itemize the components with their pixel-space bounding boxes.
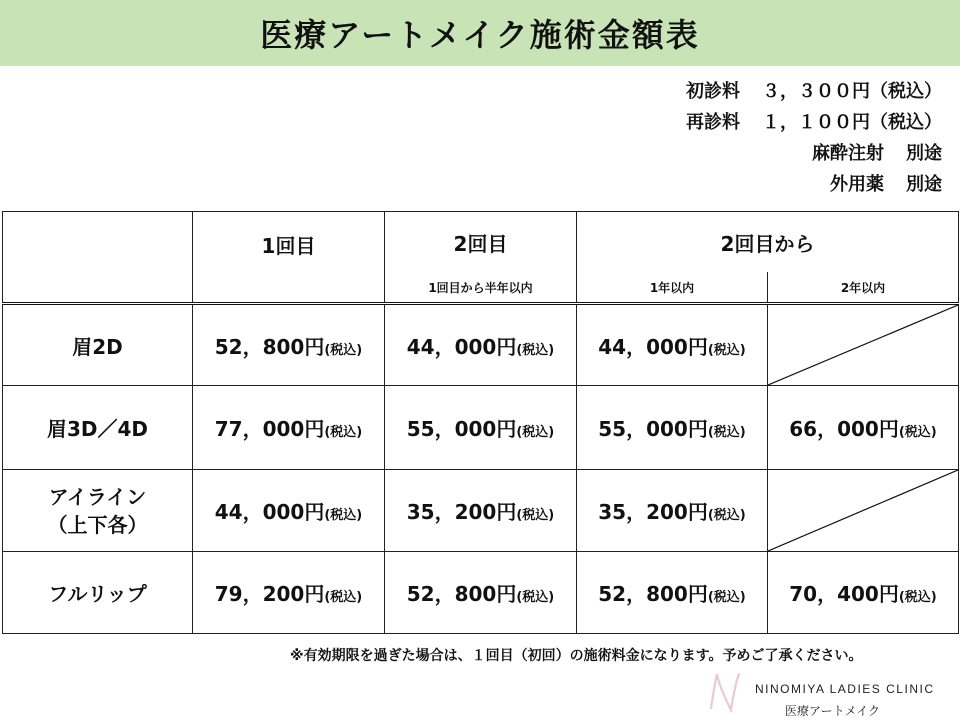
price-value: 77，000円 <box>214 417 325 441</box>
price-second <box>385 470 577 552</box>
header-empty <box>3 212 193 304</box>
price-value: 35，200円 <box>406 500 517 524</box>
tax-label: (税込) <box>324 425 363 440</box>
row-label: 眉3D／4D <box>3 386 193 470</box>
price-first <box>193 386 385 470</box>
table-row <box>3 304 959 386</box>
tax-label: (税込) <box>707 508 746 523</box>
fee-topical <box>686 169 942 200</box>
header-second: 2回目 <box>385 212 577 273</box>
header-second-sub: 1回目から半年以内 <box>385 272 577 304</box>
table-row <box>3 470 959 552</box>
n-script-logo-icon <box>705 668 745 716</box>
row-label-line: （上下各） <box>47 512 148 537</box>
price-value: 52，800円 <box>406 582 517 606</box>
table-row <box>3 552 959 634</box>
row-label <box>3 470 193 552</box>
fee-value: 別途 <box>906 174 942 195</box>
not-applicable-cell <box>768 470 959 552</box>
header-from-second: 2回目から <box>577 212 959 273</box>
page-title: 医療アートメイク施術金額表 <box>260 16 700 54</box>
price-value: 55，000円 <box>406 417 517 441</box>
tax-label: (税込) <box>324 590 363 605</box>
tax-label: (税込) <box>516 508 555 523</box>
tax-label: (税込) <box>516 425 555 440</box>
fee-value: １，１００円（税込） <box>762 112 942 133</box>
price-second <box>385 552 577 634</box>
row-label: フルリップ <box>3 552 193 634</box>
header-within-2y: 2年以内 <box>768 272 959 304</box>
tax-label: (税込) <box>898 590 937 605</box>
clinic-subtitle: 医療アートメイク <box>785 704 881 718</box>
price-value: 79，200円 <box>214 582 325 606</box>
fee-anesthesia <box>686 138 942 169</box>
price-value: 52，800円 <box>598 582 708 606</box>
fee-label: 麻酔注射 <box>812 143 884 164</box>
tax-label: (税込) <box>516 590 555 605</box>
fee-first-visit <box>686 76 942 107</box>
price-within-2y <box>768 386 959 470</box>
price-value: 55，000円 <box>598 417 708 441</box>
header-within-1y: 1年以内 <box>577 272 768 304</box>
header-first: 1回目 <box>193 212 385 304</box>
tax-label: (税込) <box>898 425 937 440</box>
row-label-line: アイライン <box>48 484 147 509</box>
price-within-1y <box>577 552 768 634</box>
price-first <box>193 552 385 634</box>
fee-label: 外用薬 <box>830 174 884 195</box>
tax-label: (税込) <box>707 342 746 358</box>
diagonal-slash <box>768 470 958 551</box>
tax-label: (税込) <box>324 508 363 523</box>
clinic-name: NINOMIYA LADIES CLINIC <box>755 682 935 696</box>
not-applicable-cell <box>768 304 959 386</box>
price-second <box>385 304 577 386</box>
table-row <box>3 386 959 470</box>
tax-label: (税込) <box>707 425 746 440</box>
tax-label: (税込) <box>707 590 746 605</box>
clinic-logo <box>705 668 935 718</box>
price-value: 66，000円 <box>789 417 899 441</box>
tax-label: (税込) <box>516 342 555 358</box>
price-value: 52，800円 <box>214 334 325 359</box>
price-first <box>193 304 385 386</box>
price-second <box>385 386 577 470</box>
price-within-1y <box>577 470 768 552</box>
fee-list <box>686 76 942 200</box>
price-table <box>2 211 959 634</box>
price-value: 44，000円 <box>406 334 517 359</box>
price-within-1y <box>577 304 768 386</box>
price-value: 44，000円 <box>598 334 708 359</box>
price-within-2y <box>768 552 959 634</box>
price-first <box>193 470 385 552</box>
price-within-1y <box>577 386 768 470</box>
fee-revisit <box>686 107 942 138</box>
fee-label: 初診料 <box>686 81 740 102</box>
price-value: 70，400円 <box>789 582 899 606</box>
diagonal-slash <box>768 305 958 385</box>
price-value: 44，000円 <box>214 500 325 524</box>
row-label: 眉2D <box>3 304 193 386</box>
price-value: 35，200円 <box>598 500 708 524</box>
title-bar <box>0 0 960 66</box>
fee-value: 別途 <box>906 143 942 164</box>
tax-label: (税込) <box>324 342 363 358</box>
fee-value: ３，３００円（税込） <box>762 81 942 102</box>
expiry-note: ※有効期限を過ぎた場合は、１回目（初回）の施術料金になります。予めご了承ください。 <box>290 648 863 664</box>
fee-label: 再診料 <box>686 112 740 133</box>
